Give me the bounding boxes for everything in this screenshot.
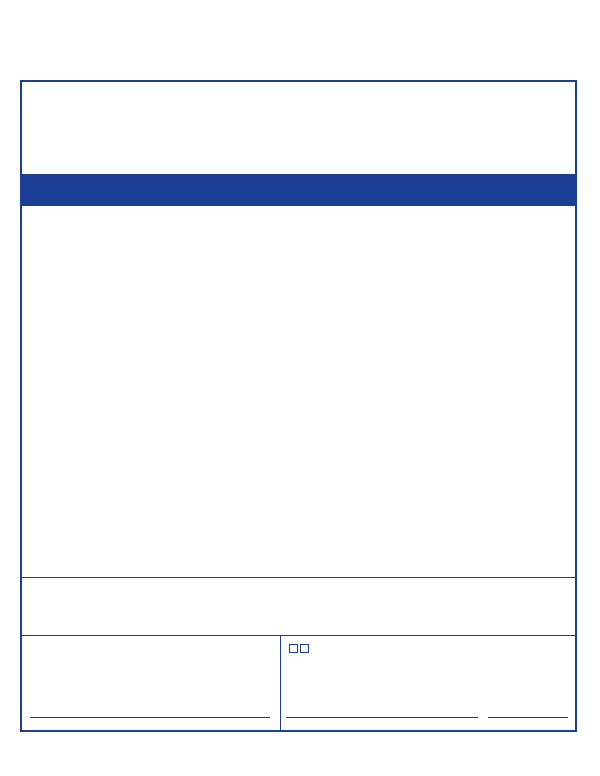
footer-divider [280, 636, 281, 732]
signature-date-line[interactable] [488, 717, 568, 718]
discuss-block [288, 643, 573, 658]
thanks-block [30, 644, 270, 647]
org-signature-line[interactable] [30, 717, 270, 718]
q12-comments[interactable] [22, 578, 575, 636]
discuss-text [288, 643, 573, 655]
would-not-checkbox[interactable] [300, 644, 309, 653]
instructions-band [22, 174, 575, 206]
person-signature-line[interactable] [286, 717, 478, 718]
q11-comments[interactable] [22, 521, 575, 578]
would-checkbox[interactable] [289, 644, 298, 653]
form-frame [20, 80, 577, 732]
